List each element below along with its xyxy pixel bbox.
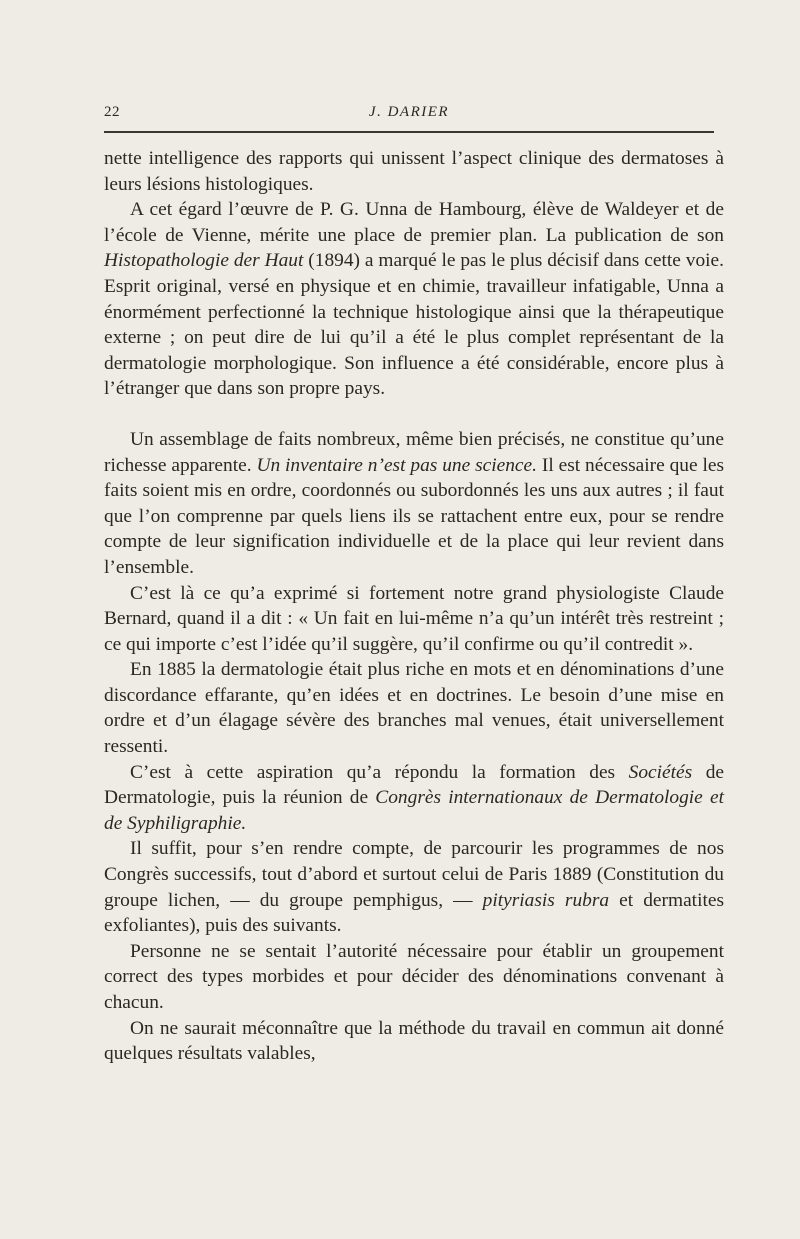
body-text [104,146,724,1067]
text-run: C’est à cette aspiration qu’a répondu la formation des [130,761,629,783]
page-header [104,104,714,128]
text-run: C’est là ce qu’a exprimé si fortement notre grand physiologiste Claude Bernard, quand il a dit : « Un fait en lui-même n’a qu’un intérêt très restreint ; ce qui importe c’est l’idée qu’il suggère, qu’il confirme ou qu’il contredit ». [104,582,724,655]
italic-text: Un inventaire n’est pas une science. [256,454,537,476]
text-run: Il suffit, pour s’en rendre compte, de parcourir les programmes de nos Congrès successifs, tout d’abord et surtout celui de Paris 1889 (Constitution du groupe lichen, — du groupe pemphigus, — [104,838,724,911]
italic-text: pityriasis rubra [482,889,610,911]
italic-text: Congrès internationaux de Dermatologie et de Syphiligraphie. [104,787,724,834]
page-number: 22 [104,104,120,120]
text-run: Il est nécessaire que les faits soient mis en ordre, coordonnés ou subordonnés les uns aux autres ; il faut que l’on comprenne par quels liens ils se rattachent entre eux, pour se rendre compte de leur signification individuelle et de la place qui leur revient dans l’ensemble. [104,454,725,578]
text-run: de Dermatologie, puis la réunion de [104,761,724,809]
text-run: Personne ne se sentait l’autorité nécessaire pour établir un groupement correct des types morbides et pour décider des dénominations convenant à chacun. [104,940,724,1013]
text-run: A cet égard l’œuvre de P. G. Unna de Hambourg, élève de Waldeyer et de l’école de Vienne, mérite une place de premier plan. La publication de son [104,199,724,246]
text-run: Un assemblage de faits nombreux, même bien précisés, ne constitue qu’une richesse apparente. [104,428,724,476]
paragraph [104,657,724,759]
paragraph [104,427,724,581]
paragraph [104,581,724,658]
text-run: En 1885 la dermatologie était plus riche en mots et en dénominations d’une discordance effarante, qu’en idées et en doctrines. Le besoin d’une mise en ordre et d’un élagage sévère des branches mal venues, était universellement ressenti. [104,659,724,758]
text-run: (1894) a marqué le pas le plus décisif dans cette voie. Esprit original, versé en physique et en chimie, travailleur infatigable, Unna a énormément perfectionné la technique histologique ainsi que la thérapeutique externe ; on peut dire de lui qu’il a été le plus complet représentant de la dermatologie morphologique. Son influence a été considérable, encore plus à l’étranger que dans son propre pays. [104,250,724,400]
text-run: nette intelligence des rapports qui unissent l’aspect clinique des dermatoses à leurs lésions histologiques. [104,148,724,195]
header-rule [104,131,714,133]
italic-text: Sociétés [628,761,693,783]
paragraph [104,760,724,837]
paragraph [104,1016,724,1067]
paragraph [104,939,724,1016]
text-run: et dermatites exfoliantes), puis des suivants. [104,889,725,937]
text-run: On ne saurait méconnaître que la méthode du travail en commun ait donné quelques résultats valables, [104,1017,724,1065]
italic-text: Histopathologie der Haut [104,250,304,272]
paragraph [104,197,724,402]
paragraph [104,836,724,938]
running-title: J. DARIER [368,104,450,120]
paragraph [104,146,724,197]
